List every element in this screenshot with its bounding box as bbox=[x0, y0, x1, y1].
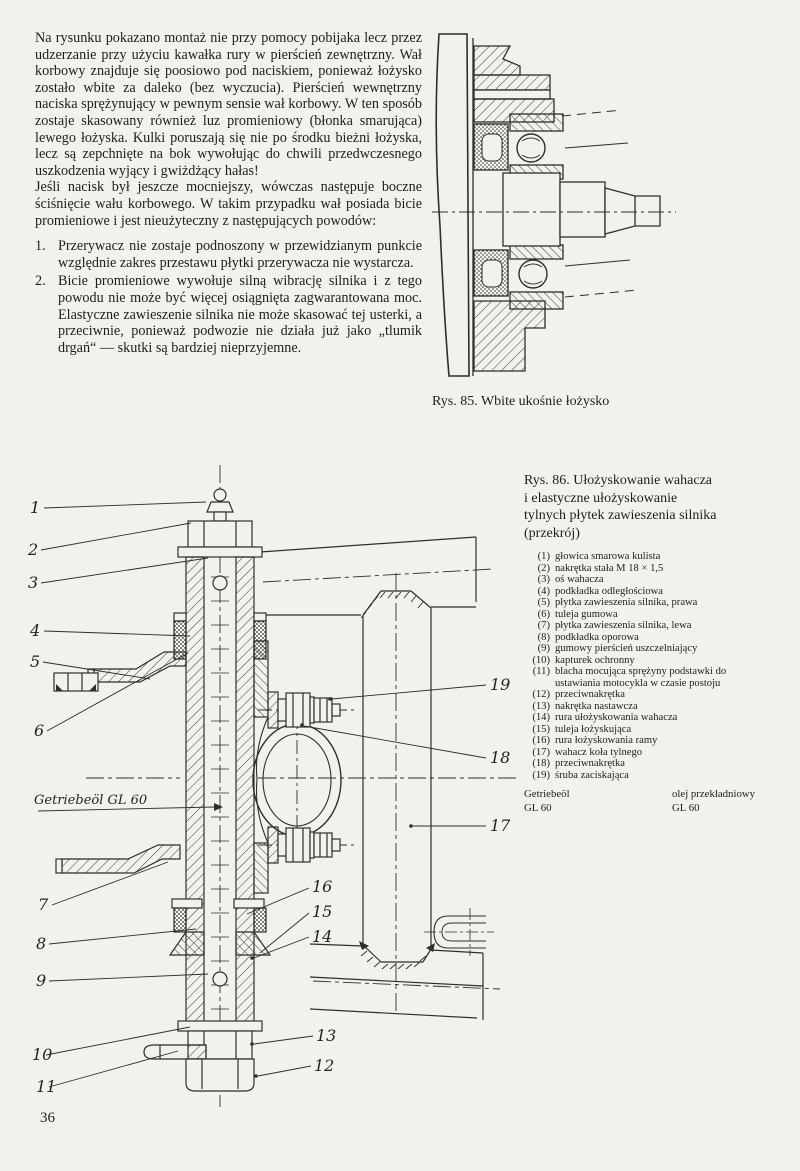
seal-ring-upper bbox=[474, 124, 508, 170]
parts-list-item bbox=[524, 770, 766, 782]
part-number: (8) bbox=[537, 631, 550, 643]
locknut-bottom bbox=[186, 1059, 254, 1091]
fig86-callout-12: 12 bbox=[314, 1056, 335, 1075]
fig86-callout-10: 10 bbox=[32, 1045, 53, 1064]
part-number: (1) bbox=[537, 551, 550, 562]
part-name: podkładka odległościowa bbox=[555, 585, 663, 597]
fig86-caption-line: (przekrój) bbox=[524, 525, 580, 541]
parts-list-item bbox=[524, 655, 766, 667]
part-name: nakrętka nastawcza bbox=[555, 700, 638, 712]
fig86-callout-18: 18 bbox=[490, 748, 511, 767]
seal-ring-lower bbox=[474, 250, 508, 296]
ball-bearing-upper bbox=[510, 114, 563, 179]
part-number: (14) bbox=[532, 712, 550, 723]
parts-list-item bbox=[524, 701, 766, 713]
centerlines bbox=[86, 465, 520, 1107]
top-nut bbox=[178, 521, 262, 557]
part-number: (10) bbox=[532, 654, 550, 666]
parts-list-item bbox=[524, 563, 766, 575]
fig85-drawing bbox=[430, 26, 782, 384]
fig86-caption-line: Rys. 86. Ułożyskowanie wahacza bbox=[524, 473, 712, 488]
part-number: (4) bbox=[537, 585, 550, 597]
part-number: (13) bbox=[532, 700, 550, 712]
parts-list-item bbox=[524, 689, 766, 701]
parts-list-item bbox=[524, 609, 766, 621]
oil-name-polish: olej przekładniowy bbox=[672, 788, 756, 800]
bottom-washer bbox=[178, 1021, 262, 1031]
parts-list-item bbox=[524, 586, 766, 598]
parts-list-item bbox=[524, 620, 766, 632]
part-number: (12) bbox=[532, 689, 550, 700]
part-name: kapturek ochronny bbox=[555, 654, 635, 666]
parts-list-item bbox=[524, 747, 766, 759]
fig86-caption-line: tylnych płytek zawieszenia silnika bbox=[524, 508, 717, 523]
part-number: (18) bbox=[532, 758, 550, 769]
fig86-callout-5: 5 bbox=[30, 652, 41, 671]
part-number: (19) bbox=[532, 769, 550, 781]
article-text bbox=[35, 30, 422, 356]
parts-list-item bbox=[524, 574, 766, 586]
fig86-callout-1: 1 bbox=[30, 498, 41, 517]
parts-list-item bbox=[524, 758, 766, 770]
crankshaft bbox=[503, 173, 660, 246]
fig86-callout-8: 8 bbox=[36, 934, 47, 953]
page-number: 36 bbox=[40, 1110, 55, 1126]
fig86-caption-line: i elastyczne ułożyskowanie bbox=[524, 490, 678, 506]
part-number: (11) bbox=[532, 666, 550, 677]
list-item bbox=[35, 273, 422, 356]
engine-plate-upper bbox=[54, 652, 186, 691]
part-number: (5) bbox=[537, 597, 550, 608]
part-name: przeciwnakrętka bbox=[555, 689, 625, 700]
fig86-callout-16: 16 bbox=[312, 877, 333, 896]
parts-list-item bbox=[524, 724, 766, 736]
swingarm-tube-vertical bbox=[359, 608, 435, 969]
grease-nipple bbox=[207, 489, 233, 521]
clamp-bolt-lower bbox=[278, 828, 340, 862]
fig86-callout-11: 11 bbox=[36, 1077, 57, 1096]
part-name: przeciwnakrętka bbox=[555, 758, 625, 769]
numbered-list bbox=[35, 238, 422, 356]
fig86-drawing bbox=[28, 455, 520, 1115]
list-item-number: 2. bbox=[35, 273, 46, 290]
part-name: gumowy pierścień uszczelniający bbox=[555, 643, 698, 654]
fig86-callout-2: 2 bbox=[28, 540, 39, 559]
list-item-text: Przerywacz nie zostaje podnoszony w przewidzianym punkcie względnie zakres przestawu płytki przerywacza nie wystarcza. bbox=[58, 238, 422, 271]
oil-note bbox=[524, 788, 786, 815]
part-number: (3) bbox=[537, 574, 550, 585]
parts-list-item bbox=[524, 643, 766, 655]
part-name: oś wahacza bbox=[555, 574, 604, 585]
part-name: śruba zaciskająca bbox=[555, 769, 629, 781]
part-number: (17) bbox=[532, 746, 550, 758]
part-number: (9) bbox=[537, 643, 550, 654]
fig86-caption bbox=[524, 472, 792, 542]
list-item-number: 1. bbox=[35, 238, 46, 255]
part-name: głowica smarowa kulista bbox=[555, 551, 661, 562]
part-name: blacha mocująca sprężyny podstawki do ustawiania motocykla w czasie postoju bbox=[555, 666, 727, 689]
paragraph-1: Na rysunku pokazano montaż nie przy pomocy pobijaka lecz przez udzerzanie przy użyciu kawałka rury w pierścień zewnętrzny. Wał korbowy znajduje się poosiowo pod naciskiem, ponieważ łożysko zostało wbite za daleko (bez wyczucia). Pierścień wewnętrzny naciska sprężynujący w pewnym sensie wał korbowy. W ten sposób zostaje skasowany również luz promieniowy (błonka smarująca) lewego łożyska. Kulki poruszają się nie po środku bieżni łożyska, lecz są zepchnięte na bok wywołując do chwili przedwczesnego uszkodzenia wyjący i gwiżdżący hałas! bbox=[35, 30, 422, 179]
engine-plate-lower bbox=[56, 845, 180, 873]
part-number: (2) bbox=[537, 562, 550, 574]
oil-note-german bbox=[524, 788, 672, 815]
frame-tube-horizontal bbox=[260, 537, 476, 618]
clamp-plate bbox=[254, 641, 278, 893]
part-name: nakrętka stała M 18 × 1,5 bbox=[555, 562, 664, 574]
fig86-legend bbox=[524, 472, 792, 815]
part-name: wahacz koła tylnego bbox=[555, 746, 643, 758]
fig86-callout-3: 3 bbox=[28, 573, 39, 592]
fig86-callout-9: 9 bbox=[36, 971, 47, 990]
fig86-callout-15: 15 bbox=[312, 902, 333, 921]
parts-list-item bbox=[524, 551, 766, 563]
oil-grade-polish: GL 60 bbox=[672, 801, 700, 814]
fig85-caption: Rys. 85. Wbite ukośnie łożysko bbox=[432, 394, 610, 409]
fig86-callout-6: 6 bbox=[34, 721, 45, 740]
part-number: (7) bbox=[537, 620, 550, 631]
parts-list-item bbox=[524, 735, 766, 747]
oil-grade-german: GL 60 bbox=[524, 801, 552, 814]
fig86-oil-label: Getriebeöl GL 60 bbox=[34, 793, 148, 808]
fig86-callout-4: 4 bbox=[30, 621, 41, 640]
fig86-callout-14: 14 bbox=[312, 927, 333, 946]
fig86-callout-13: 13 bbox=[316, 1026, 337, 1045]
fig86-callout-19: 19 bbox=[490, 675, 511, 694]
oil-name-german: Getriebeöl bbox=[524, 788, 570, 800]
fig86-callout-17: 17 bbox=[490, 816, 511, 835]
fig86-parts-list bbox=[524, 551, 766, 781]
part-name: tuleja gumowa bbox=[555, 608, 618, 620]
part-number: (15) bbox=[532, 723, 550, 735]
ball-bearing-lower bbox=[510, 245, 563, 309]
list-item-text: Bicie promieniowe wywołuje silną wibrację silnika i z tego powodu nie może być więcej osiągnięta zagwarantowana moc. Elastyczne zawieszenie silnika nie może skasować tej usterki, a przeciwnie, ponieważ podwozie nie działa już jako „tlumik drgań“ — skutki są bardziej nieprzyjemne. bbox=[58, 273, 422, 356]
paragraph-2: Jeśli nacisk był jeszcze mocniejszy, wówczas następuje boczne ściśnięcie wału korbowego. W takim przypadku wał posiada bicie promieniowe i jest nieużyteczny z następujących powodów: bbox=[35, 179, 422, 229]
part-name: płytka zawieszenia silnika, prawa bbox=[555, 597, 698, 608]
parts-list-item bbox=[524, 632, 766, 644]
part-name: płytka zawieszenia silnika, lewa bbox=[555, 620, 692, 631]
part-name: tuleja łożyskująca bbox=[555, 723, 632, 735]
parts-list-item bbox=[524, 712, 766, 724]
crankcase-wall bbox=[436, 34, 473, 376]
list-item bbox=[35, 238, 422, 271]
thrust-washer-lower bbox=[172, 899, 264, 908]
parts-list-item bbox=[524, 666, 766, 689]
part-number: (16) bbox=[532, 735, 550, 746]
part-name: rura łożyskowania ramy bbox=[555, 735, 658, 746]
oil-note-polish bbox=[672, 788, 755, 815]
part-name: rura ułożyskowania wahacza bbox=[555, 712, 678, 723]
parts-list-item bbox=[524, 597, 766, 609]
fig86-callout-7: 7 bbox=[38, 895, 49, 914]
part-number: (6) bbox=[537, 608, 550, 620]
part-name: podkładka oporowa bbox=[555, 631, 639, 643]
